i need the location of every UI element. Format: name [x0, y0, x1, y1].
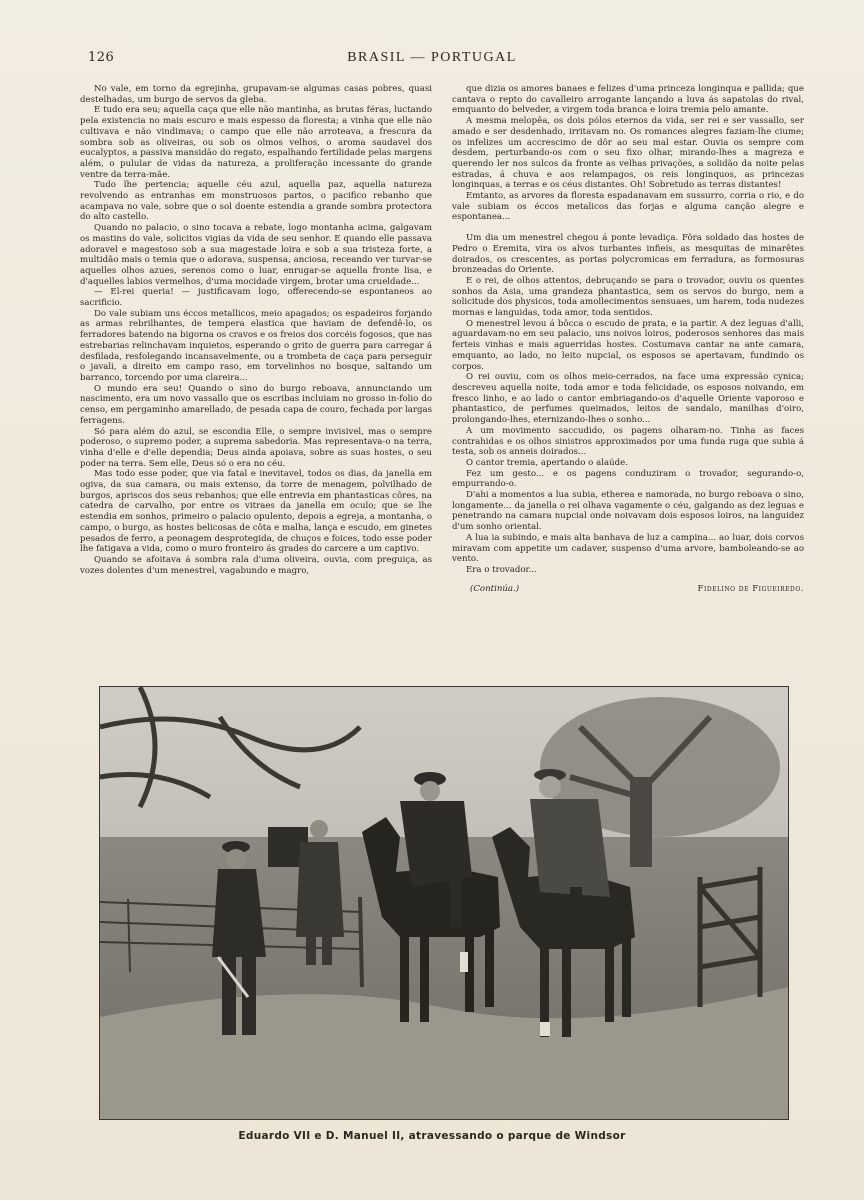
paragraph: Fez um gesto... e os pagens conduziram o trovador, segurando-o, empurrando-o. [452, 468, 804, 490]
paragraph: A mesma melopêa, os dois pólos eternos da vida, ser rei e ser vassallo, ser amado e ser desdenhado, irritavam no. Os romances alegres faziam-lhe ciume; os infelizes um accrescimo de dôr ao seu mal estar. Ouvia os sempre com desdem, perturbando-os com o seu fixo olhar, mirando-lhes a magreza e querendo ler nos sulcos da fronte as velhas privações, a solidão da noite pelas estradas, á chuva e aos relampagos, os reis longinquos, as princezas longinquas, a terras e os céus distantes. Oh! Sobretudo as terras distantes! [452, 116, 804, 191]
paragraph: A um movimento saccudido, os pagens olharam-no. Tinha as faces contrahidas e os olhos sinistros approximados por uma funda ruga que subia á testa, sob os anneis doirados... [452, 425, 804, 458]
halftone-photograph [99, 686, 789, 1120]
paragraph: O cantor tremia, apertando o alaúde. [466, 457, 628, 468]
page-number: 126 [88, 50, 115, 65]
paragraph: Emtanto, as arvores da floresta espadanavam em sussurro, corria o rio, e do vale subiam os éccos metalicos das forjas e alguma canção alegre e espontanea... [452, 191, 804, 223]
paragraph: D'ahi a momentos a lua subia, etherea e namorada, no burgo reboava o sino, longamente... da janella o rei olhava vagamente o céu, galgando as dez leguas e penetrando na camara nupcial onde noivavam dois esposos loiros, na languidez d'um sonho oriental. [452, 490, 804, 533]
paragraph: O rei ouviu, com os olhos meio-cerrados, na face uma expressão cynica; descreveu aquella noite, toda amor e toda felicidade, os esposos noivando, em fresco linho, e ao lado o cantor embriagando-os d'aquelle Oriente vaporoso e phantastico, de perfumes queimados, leitos de sandalo, manilhas d'oiro, prolongando-lhes, eternizando-lhes o sonho... [452, 372, 804, 426]
right-text-column [452, 84, 804, 664]
photo-illustration [100, 687, 788, 1119]
paragraph: Era o trovador... [466, 564, 537, 575]
paragraph: O mundo era seu! Quando o sino do burgo reboava, annunciando um nascimento, era um novo vassallo que os escribas incluiam no grosso in-folio do censo, em pergaminho amarellado, de pesada capa de couro, fechada por largas ferragens. [80, 383, 432, 426]
photo-caption: Eduardo VII e D. Manuel II, atravessando o parque de Windsor [238, 1130, 626, 1142]
paragraph: Quando se afoitava á sombra rala d'uma oliveira, ouvia, com preguiça, as vozes dolentes d'um menestrel, vagabundo e magro, [80, 554, 432, 576]
paragraph: No vale, em torno da egrejinha, grupavam-se algumas casas pobres, quasi destelhadas, um burgo de servos da gleba. [80, 84, 432, 105]
paragraph: Mas todo esse poder, que via fatal e inevitavel, todos os dias, da janella em ogiva, da sua camara, ou mais extenso, da torre de menagem, polvilhado de burgos, apriscos dos seus rebanhos; que elle entrevia em phantasticas côres, na catedra de carvalho, por entre os vitraes da janella em oculo; que se lhe estendia em sonhos, primeiro o palacio opulento, depois a egreja, a montanha, o campo, o burgo, as hostes belicosas de côta e malha, lança e escudo, em ginetes pesados de ferro, a peonagem desprotegida, de chuços e foices, todo esse poder lhe fatigava a vida, como o muro fronteiro ás grades do carcere a um captivo. [80, 469, 432, 555]
running-title: BRASIL — PORTUGAL [347, 50, 517, 65]
page-header [80, 50, 784, 70]
paragraph: E o rei, de olhos attentos, debruçando se para o trovador, ouviu os quentes sonhos da Asia, uma grandeza phantastica, sem os servos do burgo, nem a solicitude dos physicos, toda amollecimentos sensuaes, um harem, toda nudezes mornas e languidas, toda amor, toda sentidos. [452, 275, 804, 319]
article-footer [452, 584, 804, 595]
left-text-column [80, 84, 432, 664]
paragraph: O menestrel levou á bôcca o escudo de prata, e ia partir. A dez leguas d'alli, aguardavam-no em seu palacio, uns noivos loiros, poderosos senhores das mais ferteis vinhas e mais aguerridas hostes. Costumava cantar na ante camara, emquanto, ao lado, no leito nupcial, os esposos se apertavam, fundindo os corpos. [452, 318, 804, 372]
paragraph: Do vale subiam uns éccos metallicos, meio apagados; os espadeiros forjando as armas rebrilhantes, de tempera elastica que haviam de defendê-lo, os ferradores batendo na bigorna os cravos e os freios dos corcéis fogosos, que nas estrebarias relinchavam inquietos, esperando o grito de guerra para carregar á desfilada, resfolegando incansavelmente, ou a trombeta de caça para perseguir o javali, a direito em campo raso, em torvelinhos no bosque, saltando um barranco, torcendo por uma clareira... [80, 308, 432, 383]
continua-note: (Continúa.) [470, 583, 520, 594]
paragraph: E tudo era seu; aquella caça que elle não mantinha, as brutas féras, luctando pela existencia no mais escuro e mais espesso da floresta; a vinha que elle não cultivava e não vindimava; o campo que elle não arroteava, a frescura da sombra sob as oliveiras, ou sob os olmos velhos, o aroma saudavel dos eucalyptos, a passiva mansidão do regato, espalhando fertilidade pelas margens além, o pulular de vidas da natureza, a proliferação incessante do grande ventre da terra-mãe. [80, 105, 432, 180]
paragraph: Quando no palacio, o sino tocava a rebate, logo montanha acima, galgavam os mastins do vale, solicitos vigias da vida de seu senhor. E quando elle passava adoravel e magestoso sob a sua magestade loira e sob a sua tristeza forte, a multidão mais o temia que o adorava, suspensa, anciosa, receando ver turvar-se aquelles olhos azues, serenos como o luar, enrugar-se aquella fronte lisa, e d'aquelles labios vermelhos, d'uma mocidade virgem, brotar uma crueldade... [80, 223, 432, 287]
paragraph: Tudo lhe pertencia; aquelle céu azul, aquella paz, aquella natureza revolvendo as entranhas em monstruosos partos, o pacifico rebanho que acampava no vale, sobre que o sol doente estendia a grande sombra protectora do alto castello. [80, 180, 432, 223]
paragraph: — El-rei queria! — justificavam logo, offerecendo-se espontaneos ao sacrificio. [80, 287, 432, 309]
paragraph: que dizia os amores banaes e felizes d'uma princeza longinqua e pallida; que cantava o repto do cavalleiro arrogante lançando a luva ás sapatolas do rival, emquanto do belveder, a virgem toda branca e loira tremia pelo amante. [452, 84, 804, 116]
paragraph: A lua ia subindo, e mais alta banhava de luz a campina... ao luar, dois corvos miravam com appetite um cadaver, suspenso d'uma arvore, bamboleando-se ao vento. [452, 532, 804, 565]
author-signature: Fidelino de Figueiredo. [697, 583, 804, 594]
paragraph: Só para além do azul, se escondia Elle, o sempre invisivel, mas o sempre poderoso, o supremo poder, a suprema sabedoria. Mas representava-o na terra, vinha d'elle e d'elle dependia; Deus ainda apoiava, sobre as suas hostes, o seu poder na terra. Sem elle, Deus só o era no céu. [80, 426, 432, 469]
paragraph: Um dia um menestrel chegou á ponte levadiça. Fôra soldado das hostes de Pedro o Eremita, vira os alvos turbantes infieis, as mesquitas de minarêtes doirados, os crescentes, as portas polycromicas em ferradura, as formosuras bronzeadas do Oriente. [452, 233, 804, 276]
